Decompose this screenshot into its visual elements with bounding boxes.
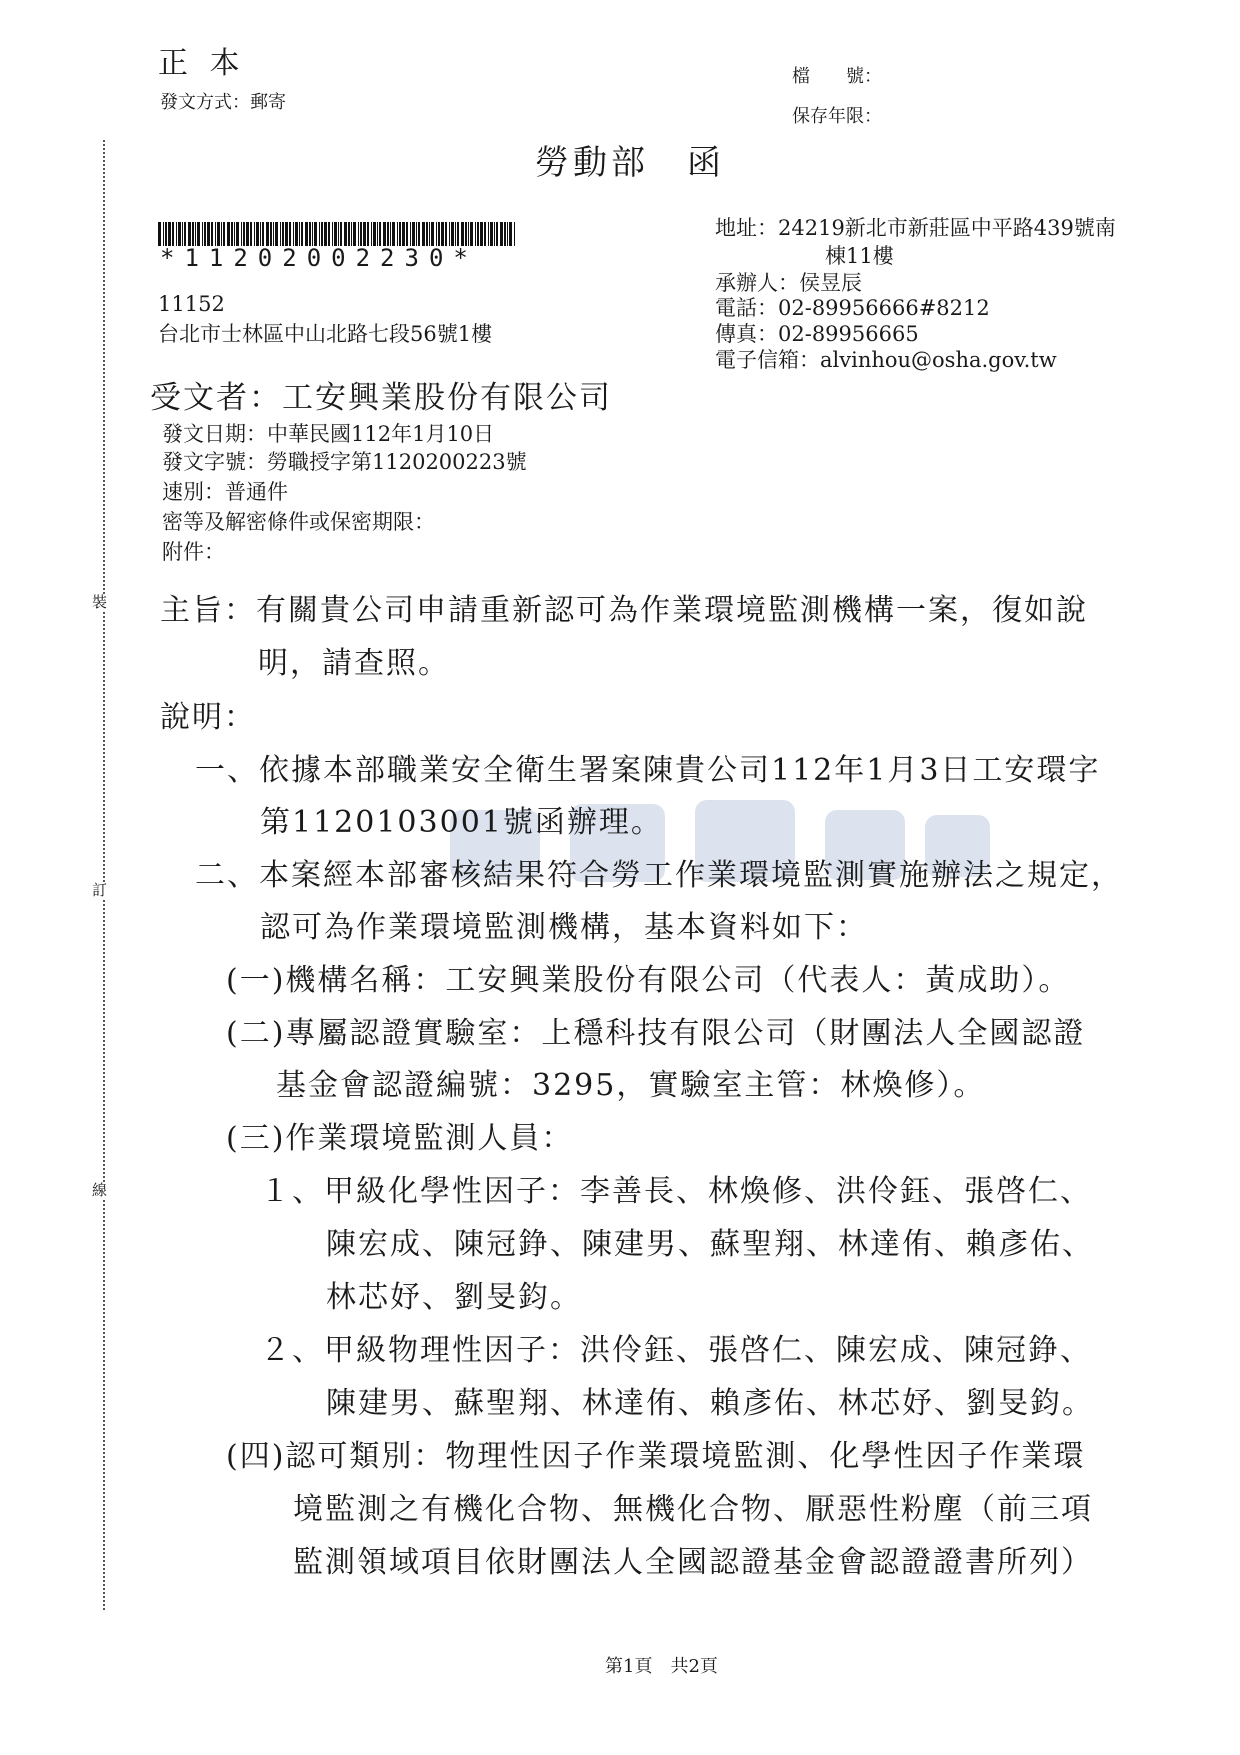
barcode-bar — [351, 222, 352, 246]
barcode-bar — [163, 222, 164, 246]
sub-item4-line3: 監測領域項目依財團法人全國認證基金會認證證書所列） — [293, 1545, 1093, 1580]
attachment: 附件： — [162, 540, 225, 564]
barcode-bar — [321, 222, 323, 246]
barcode-bar — [496, 222, 498, 246]
barcode-bar — [270, 222, 272, 246]
barcode-bar — [484, 222, 486, 246]
personnel-chemical-line3: 林芯妤、劉旻鈞。 — [326, 1280, 582, 1315]
barcode-bar — [211, 222, 213, 246]
barcode-bar — [227, 222, 230, 246]
recipient-postal-code: 11152 — [158, 292, 225, 316]
barcode-bar — [243, 222, 245, 246]
sub-item4-line2: 境監測之有機化合物、無機化合物、厭惡性粉塵（前三項 — [293, 1492, 1093, 1527]
barcode-bar — [451, 222, 454, 246]
barcode-bar — [367, 222, 369, 246]
barcode-bar — [314, 222, 317, 246]
barcode-bar — [334, 222, 337, 246]
binding-line — [103, 140, 105, 1610]
barcode-bar — [431, 222, 434, 246]
barcode-bar — [293, 222, 294, 246]
barcode-bar — [250, 222, 252, 246]
barcode-bar — [504, 222, 506, 246]
item2-line1: 二、本案經本部審核結果符合勞工作業環境監測實施辦法之規定， — [195, 858, 1123, 893]
barcode-bar — [234, 222, 235, 246]
sender-handler: 承辦人：侯昱辰 — [715, 271, 862, 295]
barcode-bar — [178, 222, 181, 246]
barcode-bar — [399, 222, 401, 246]
barcode-bar — [344, 222, 347, 246]
barcode-bar — [231, 222, 233, 246]
barcode-bar — [488, 222, 489, 246]
barcode-bar — [262, 222, 264, 246]
barcode-bar — [309, 222, 311, 246]
barcode-bar — [468, 222, 469, 246]
barcode-bar — [390, 222, 391, 246]
barcode-bar — [416, 222, 417, 246]
barcode-bar — [241, 222, 242, 246]
sub-item4-line1: (四)認可類別：物理性因子作業環境監測、化學性因子作業環 — [226, 1439, 1086, 1474]
barcode-bar — [192, 222, 194, 246]
barcode-bar — [429, 222, 430, 246]
barcode-bar — [273, 222, 274, 246]
barcode-bar — [254, 222, 255, 246]
barcode-bar — [202, 222, 203, 246]
barcode-bar — [172, 222, 174, 246]
send-method: 發文方式：郵寄 — [160, 92, 286, 113]
barcode-bar — [410, 222, 411, 246]
barcode-bar — [470, 222, 473, 246]
barcode-bar — [312, 222, 313, 246]
barcode-bar — [353, 222, 356, 246]
barcode-bar — [500, 222, 503, 246]
barcode-bar — [299, 222, 300, 246]
barcode-bar — [301, 222, 303, 246]
barcode-bar — [223, 222, 225, 246]
barcode-bar — [280, 222, 281, 246]
barcode-bar — [392, 222, 395, 246]
barcode-bar — [441, 222, 444, 246]
barcode-bar — [373, 222, 376, 246]
document-title: 勞動部 函 — [535, 143, 725, 183]
barcode-bar — [215, 222, 216, 246]
barcode-bar — [282, 222, 284, 246]
barcode-bar — [324, 222, 327, 246]
confidentiality: 密等及解密條件或保密期限： — [162, 510, 435, 534]
barcode-bar — [371, 222, 372, 246]
barcode-bar — [455, 222, 456, 246]
sender-email: 電子信箱：alvinhou@osha.gov.tw — [715, 348, 1057, 372]
barcode-bar — [217, 222, 220, 246]
barcode-bar — [480, 222, 483, 246]
barcode-bar — [397, 222, 398, 246]
page-number: 第1頁 共2頁 — [605, 1656, 718, 1677]
barcode-bar — [285, 222, 288, 246]
barcode-bar — [445, 222, 447, 246]
barcode-bar — [305, 222, 308, 246]
barcode-bar — [457, 222, 459, 246]
barcode-bar — [275, 222, 278, 246]
barcode-bar — [340, 222, 342, 246]
personnel-physical-line1: ２、甲級物理性因子：洪伶鈺、張啓仁、陳宏成、陳冠錚、 — [260, 1333, 1092, 1368]
barcode-bar — [418, 222, 420, 246]
barcode-bar — [182, 222, 183, 246]
binding-mark-staple: 訂 — [92, 881, 108, 899]
barcode-bar — [438, 222, 440, 246]
barcode-bar — [383, 222, 386, 246]
barcode-bar — [332, 222, 333, 246]
barcode-bar — [246, 222, 249, 246]
subject-line2: 明，請查照。 — [258, 646, 450, 681]
sub-item2-line1: (二)專屬認證實驗室：上穩科技有限公司（財團法人全國認證 — [226, 1016, 1086, 1051]
barcode-bar — [494, 222, 495, 246]
barcode-bar — [436, 222, 437, 246]
barcode-bar — [412, 222, 415, 246]
barcode-bar — [195, 222, 196, 246]
sender-address-line1: 地址：24219新北市新莊區中平路439號南 — [715, 216, 1116, 240]
sub-item2-line2: 基金會認證編號：3295，實驗室主管：林煥修）。 — [276, 1068, 986, 1103]
binding-mark-bind: 裝 — [92, 593, 108, 611]
barcode-bar — [207, 222, 210, 246]
retention-period-label: 保存年限： — [792, 106, 882, 127]
personnel-chemical-line2: 陳宏成、陳冠錚、陳建男、蘇聖翔、林達侑、賴彥佑、 — [326, 1227, 1094, 1262]
personnel-physical-line2: 陳建男、蘇聖翔、林達侑、賴彥佑、林芯妤、劉旻鈞。 — [326, 1386, 1094, 1421]
barcode-bar — [184, 222, 186, 246]
barcode-text: *11202002230* — [160, 244, 478, 272]
barcode-bar — [514, 222, 515, 246]
barcode-bar — [477, 222, 479, 246]
barcode-bar — [387, 222, 389, 246]
barcode-bar — [377, 222, 378, 246]
item2-line2: 認可為作業環境監測機構，基本資料如下： — [260, 910, 868, 945]
barcode-bar — [507, 222, 508, 246]
document-number: 發文字號：勞職授字第1120200223號 — [162, 450, 527, 474]
barcode-bar — [158, 222, 161, 246]
barcode-bar — [236, 222, 239, 246]
barcode-bar — [475, 222, 476, 246]
barcode-bar — [221, 222, 222, 246]
barcode-bar — [289, 222, 291, 246]
barcode-bar — [204, 222, 206, 246]
priority: 速別：普通件 — [162, 480, 288, 504]
barcode-bar — [461, 222, 464, 246]
barcode-bar — [509, 222, 512, 246]
recipient-address: 台北市士林區中山北路七段56號1樓 — [158, 322, 493, 346]
barcode-bar — [402, 222, 405, 246]
barcode-bar — [165, 222, 167, 246]
subject-line1: 主旨：有關貴公司申請重新認可為作業環境監測機構一案，復如說 — [160, 593, 1088, 628]
issue-date: 發文日期：中華民國112年1月10日 — [162, 422, 495, 446]
barcode-bar — [379, 222, 381, 246]
barcode-bar — [176, 222, 177, 246]
barcode-bar — [338, 222, 339, 246]
barcode-bar — [188, 222, 191, 246]
barcode-bar — [348, 222, 350, 246]
sender-phone: 電話：02-89956666#8212 — [715, 296, 990, 320]
item1-line2: 第1120103001號函辦理。 — [260, 805, 663, 840]
barcode-bar — [426, 222, 428, 246]
sender-address-line2: 棟11樓 — [825, 244, 894, 268]
barcode-bar — [363, 222, 366, 246]
barcode-bar — [465, 222, 467, 246]
barcode — [158, 222, 518, 246]
barcode-bar — [256, 222, 259, 246]
barcode-bar — [295, 222, 298, 246]
explanation-label: 說明： — [160, 700, 256, 735]
barcode-bar — [260, 222, 261, 246]
barcode-bar — [490, 222, 493, 246]
copy-type: 正 本 — [158, 46, 246, 81]
personnel-chemical-line1: １、甲級化學性因子：李善長、林煥修、洪伶鈺、張啓仁、 — [260, 1174, 1092, 1209]
barcode-bar — [197, 222, 200, 246]
item1-line1: 一、依據本部職業安全衛生署案陳貴公司112年1月3日工安環字 — [195, 753, 1101, 788]
sub-item1: (一)機構名稱：工安興業股份有限公司（代表人：黃成助）。 — [226, 963, 1071, 998]
barcode-bar — [422, 222, 425, 246]
sub-item3: (三)作業環境監測人員： — [226, 1121, 574, 1156]
binding-mark-line: 線 — [92, 1181, 108, 1199]
barcode-bar — [360, 222, 362, 246]
barcode-bar — [168, 222, 171, 246]
barcode-bar — [328, 222, 330, 246]
barcode-bar — [358, 222, 359, 246]
barcode-bar — [266, 222, 269, 246]
sender-fax: 傳真：02-89956665 — [715, 322, 919, 346]
recipient: 受文者：工安興業股份有限公司 — [150, 380, 612, 416]
barcode-bar — [449, 222, 450, 246]
barcode-bar — [406, 222, 408, 246]
file-number-label: 檔 號： — [792, 66, 882, 87]
barcode-bar — [319, 222, 320, 246]
